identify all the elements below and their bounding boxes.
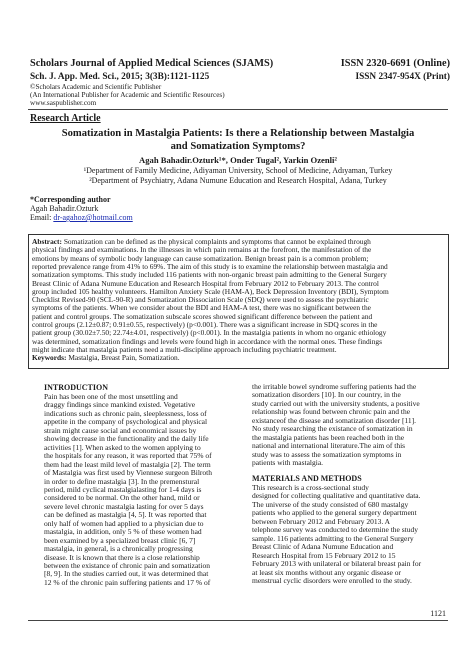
intro-line: mastalgia, in general, is a chronically progressing bbox=[44, 544, 193, 554]
introduction-heading: INTRODUCTION bbox=[44, 383, 109, 392]
abstract-line: control groups (2.12±0.87; 0.91±0.55, respectively) (p<0.001). There was a significant increase in SDQ scores in the bbox=[32, 321, 378, 329]
intro-line: between the existance of chronic pain and somatization bbox=[44, 561, 210, 570]
methods-line: February 2013 with unilateral or bilateral breast pain for bbox=[252, 559, 422, 569]
publisher-description: (An International Publisher for Academic and Scientific Resources) bbox=[30, 91, 225, 99]
copyright-line: ©Scholars Academic and Scientific Publisher bbox=[30, 83, 162, 91]
page-number: 1121 bbox=[430, 609, 446, 618]
intro-line: draggy findings since mankind existed. Vegetative bbox=[44, 400, 196, 410]
methods-line: Research Hospital from 15 February 2012 to 15 bbox=[252, 550, 396, 560]
title-line: and Somatization Symptoms? bbox=[170, 141, 306, 152]
intro-line: disease. It is known that there is a close relationship bbox=[44, 552, 200, 562]
methods-line: designed for collecting qualitative and quantitative data. bbox=[252, 491, 421, 501]
intro-line: of Mastalgia was first used by Viennese surgeon Bilroth bbox=[44, 468, 212, 478]
abstract-line: Breast Clinic of Adana Numune Education and Research Hospital from February 2012 to February 2013. The control bbox=[32, 279, 379, 288]
intro-line: mastalgia, in addition, only 5 % of these women had bbox=[44, 527, 202, 537]
intro-line: showing decrease in the functionality and the daily life bbox=[44, 434, 209, 444]
abstract-line: group included 105 healthy volunteers. Hamilton Anxiety Scale (HAM-A), Beck Depression Inventory (BDI), Symptom bbox=[32, 287, 389, 296]
body-line: national and international literature.The aim of this bbox=[252, 441, 406, 451]
body-line: No study researching the existance of somatization in bbox=[252, 424, 413, 434]
body-line: relationship was found between chronic pain and the bbox=[252, 407, 411, 417]
intro-line: appetite in the company of psychological and physical bbox=[44, 417, 208, 427]
body-line: study was to assess the somatization symptoms in bbox=[252, 449, 402, 459]
intro-line: severe level chronic mastalgia lasting for over 5 days bbox=[44, 501, 204, 511]
methods-line: This research is a cross-sectional study bbox=[252, 483, 369, 492]
abstract-line: emotions by means of symbolic body language can cause somatization. Benign breast pain is a common problem; bbox=[32, 254, 369, 263]
body-line: patients with mastalgia. bbox=[252, 458, 324, 468]
abstract-line: patient and control groups. The somatization subscale scores showed significant difference between the patient and bbox=[32, 312, 373, 321]
intro-line: considered to be normal. On the other hand, mild or bbox=[44, 493, 200, 503]
abstract-line: physical findings and examinations. In the illnesses in which pain remains at the forefront, the manifestation of the bbox=[32, 246, 372, 255]
methods-line: patients who applied to the general surgery department bbox=[252, 508, 417, 518]
affiliation: ²Department of Psychiatry, Adana Numune Education and Research Hospital, Adana, Turkey bbox=[89, 176, 387, 185]
abstract-line: Checklist Revised-90 (SCL-90-R) and Somatization Dissociation Scale (SDQ) were used to assess the psychiatric bbox=[32, 296, 369, 305]
intro-line: indications such as chronic pain, sleeplessness, loss of bbox=[44, 408, 207, 418]
methods-line: Breast Clinic of Adana Numune Education and bbox=[252, 542, 394, 552]
email-link[interactable]: dr-agahoz@hotmail.com bbox=[53, 213, 133, 222]
abstract-line: was determined, somatization findings and levels were found high in accordance with the normal ones. These findings bbox=[32, 337, 383, 346]
footer-divider bbox=[28, 620, 448, 621]
body-line: study carried out with the university students, a positive bbox=[252, 398, 420, 408]
affiliation: ¹Department of Family Medicine, Adiyaman University, School of Medicine, Adıyaman, Turkey bbox=[83, 166, 393, 175]
intro-line: 12 % of the chronic pain suffering patients and 17 % of bbox=[44, 577, 211, 587]
methods-line: The universe of the study consisted of 680 mastalgy bbox=[252, 499, 409, 509]
intro-line: been examined by a specialized breast clinic [6, 7] bbox=[44, 535, 196, 545]
article-type: Research Article bbox=[30, 113, 101, 124]
body-line: the mastalgia patients has been reached both in the bbox=[252, 432, 405, 442]
author-list: Agah Bahadir.Ozturk¹*, Onder Tugal², Yarkin Ozenli² bbox=[139, 155, 337, 165]
intro-line: in order to define mastalgia [3]. In the premenstural bbox=[44, 476, 200, 486]
intro-line: them had the least mild level of mastalgia [2]. The term bbox=[44, 459, 211, 469]
citation: Sch. J. App. Med. Sci., 2015; 3(3B):1121-1125 bbox=[30, 72, 210, 82]
abstract-line: might indicate that mastalgia patients need a multi-discipline approach including psychiatric treatment. bbox=[32, 345, 337, 354]
body-line: existanceof the disease and somatization disorder [11]. bbox=[252, 415, 417, 425]
abstract-line: patient group (30.02±7.50; 22.74±4.01, respectively) (p<0.001). In the mastalgia patients in whom no organic ethiology bbox=[32, 329, 387, 338]
intro-line: period, mild cyclical mastalgialasting for 1-4 days is bbox=[44, 484, 202, 494]
journal-name: Scholars Journal of Applied Medical Sciences (SJAMS) bbox=[30, 58, 274, 69]
corresponding-author-label: *Corresponding author bbox=[30, 195, 111, 204]
intro-line: can be defined as mastalgia [4, 5]. It was reported that bbox=[44, 510, 207, 520]
intro-line: activities [1]. When asked to the women applying to bbox=[44, 442, 201, 452]
issn-online: ISSN 2320-6691 (Online) bbox=[340, 58, 450, 69]
body-line: somatization disorders [10]. In our country, in the bbox=[252, 390, 401, 400]
abstract-line: Keywords: Mastalgia, Breast Pain, Somatization. bbox=[32, 354, 180, 363]
header-divider bbox=[28, 109, 448, 110]
intro-line: strain might cause social and economical issues by bbox=[44, 425, 197, 435]
abstract-line: reported prevalence range from 41% to 69%. The aim of this study is to examine the relationship between mastalgia and bbox=[32, 262, 388, 271]
publisher-website[interactable]: www.saspublisher.com bbox=[30, 99, 97, 107]
intro-line: Pain has been one of the most unsettling and bbox=[44, 392, 178, 401]
methods-heading: MATERIALS AND METHODS bbox=[252, 474, 362, 483]
methods-line: menstrual cyclic disorders were enrolled to the study. bbox=[252, 575, 412, 585]
body-line: the irritable bowel syndrome suffering patients had the bbox=[252, 382, 417, 391]
abstract-line: symptoms of the patients. When we consider about the BDI and HAM-A test, there was no significant between the bbox=[32, 304, 371, 313]
intro-line: [8, 9]. In the studies carried out, it was determined that bbox=[44, 569, 209, 579]
issn-print: ISSN 2347-954X (Print) bbox=[355, 72, 450, 82]
intro-line: only half of women had applied to a physician due to bbox=[44, 518, 204, 528]
methods-line: between February 2012 and February 2013. A bbox=[252, 516, 391, 526]
abstract-line: Abstract: Somatization can be defined as the physical complaints and symptoms that cannot be explained through bbox=[32, 238, 371, 246]
methods-line: telephone survey was conducted to determine the study bbox=[252, 525, 418, 535]
title-line: Somatization in Mastalgia Patients: Is there a Relationship between Mastalgia bbox=[61, 128, 415, 139]
methods-line: at least six months without any organic disease or bbox=[252, 567, 402, 577]
intro-line: the hospitals for any reason, it was reported that 75% of bbox=[44, 451, 212, 461]
methods-line: sample. 116 patients admitting to the General Surgery bbox=[252, 533, 414, 543]
corresponding-author-email bbox=[30, 213, 133, 222]
email-label: Email: bbox=[30, 213, 52, 222]
abstract-line: somatization symptoms. This study included 116 patients with non-organic breast pain admitting to the General Surgery bbox=[32, 271, 387, 280]
corresponding-author-name: Agah Bahadir.Ozturk bbox=[30, 204, 99, 213]
